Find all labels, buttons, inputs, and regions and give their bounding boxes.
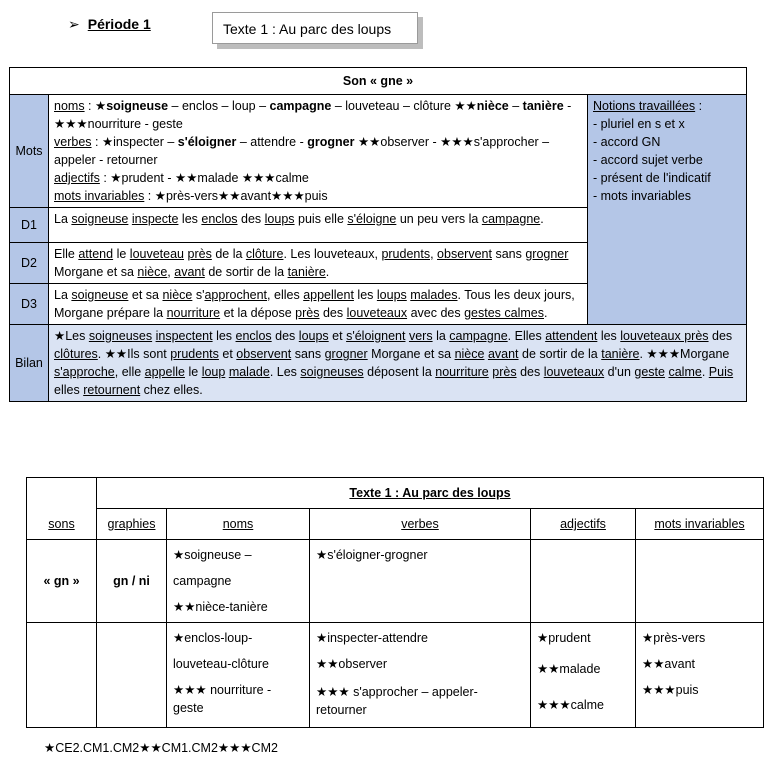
- bilan-word: louveteaux: [543, 365, 605, 379]
- bilan-word: campagne: [449, 329, 508, 343]
- bilan-word: et: [222, 347, 233, 361]
- bilan-word: Puis: [708, 365, 734, 379]
- notions-cell: Notions travaillées : - pluriel en s et x - accord GN - accord sujet verbe - présent de l'indicatif - mots invariables: [588, 95, 747, 325]
- row2-adjectifs: [531, 623, 636, 728]
- notion-item: - accord sujet verbe: [593, 153, 703, 167]
- list-item: ★★avant: [642, 657, 695, 671]
- d1-cell: La soigneuse inspecte les enclos des loups puis elle s'éloigne un peu vers la campagne.: [49, 208, 588, 243]
- header-noms: noms: [167, 509, 310, 540]
- list-item: louveteau-clôture: [173, 657, 269, 671]
- invariables-line: mots invariables : ★près-vers★★avant★★★puis: [54, 189, 328, 203]
- word: tanière: [522, 99, 564, 113]
- list-item: ★soigneuse –: [173, 548, 252, 562]
- bilan-word: ★Les: [54, 329, 86, 343]
- bilan-word: loups: [298, 329, 329, 343]
- bilan-word: s'approche: [54, 365, 115, 379]
- bilan-word: . ★★Ils sont: [97, 347, 167, 361]
- list-item: ★prudent: [537, 631, 591, 645]
- bilan-cell: [49, 325, 747, 402]
- list-item: ★enclos-loup-: [173, 631, 253, 645]
- header-graphies: graphies: [97, 509, 167, 540]
- row1-noms: [167, 540, 310, 623]
- son-gne-table: [9, 67, 747, 402]
- list-item: ★★malade: [537, 662, 601, 676]
- bilan-word: appelle: [144, 365, 185, 379]
- word: – louveteau – clôture ★★: [334, 99, 477, 113]
- notion-item: - mots invariables: [593, 189, 691, 203]
- bilan-word: loup: [201, 365, 226, 379]
- bilan-word: , elle: [114, 365, 142, 379]
- bilan-word: d'un: [607, 365, 631, 379]
- bilan-word: retournent: [83, 383, 141, 397]
- row1-adjectifs: [531, 540, 636, 623]
- notion-item: - présent de l'indicatif: [593, 171, 711, 185]
- noms-label: noms: [54, 99, 85, 113]
- bilan-word: nièce: [454, 347, 485, 361]
- word: - ★★★nourriture - geste: [54, 99, 572, 131]
- list-item: geste: [173, 701, 204, 715]
- bilan-word: observent: [236, 347, 292, 361]
- word: – attendre -: [239, 135, 304, 149]
- list-item: ★★★puis: [642, 683, 699, 697]
- row-label-d3: D3: [10, 284, 49, 325]
- texte-summary-table: [26, 477, 764, 728]
- bilan-word: soigneuses: [88, 329, 153, 343]
- list-item: ★★★calme: [537, 698, 604, 712]
- son-gn: « gn »: [27, 540, 97, 623]
- row1-verbes: [310, 540, 531, 623]
- list-item: ★★observer: [316, 657, 388, 671]
- bilan-word: tanière: [601, 347, 640, 361]
- d3-cell: La soigneuse et sa nièce s'approchent, elles appellent les loups malades. Tous les deux jours, Morgane prépare la nourriture et la dépose près des louveteaux avec des gestes calmes.: [49, 284, 588, 325]
- bilan-word: louveteaux près: [620, 329, 709, 343]
- word: campagne: [269, 99, 332, 113]
- bilan-word: . ★★★Morgane: [639, 347, 730, 361]
- bilan-word: des: [712, 329, 733, 343]
- row-label-d1: D1: [10, 208, 49, 243]
- bilan-word: s'éloignent: [346, 329, 406, 343]
- word: ★★★s'approcher – appeler - retourner: [54, 135, 550, 167]
- bilan-word: malade: [228, 365, 270, 379]
- row2-verbes: [310, 623, 531, 728]
- bilan-word: des: [520, 365, 541, 379]
- bilan-word: le: [188, 365, 199, 379]
- word: ★inspecter –: [101, 135, 175, 149]
- list-item: ★★nièce-tanière: [173, 600, 268, 614]
- notions-title: Notions travaillées: [593, 99, 696, 113]
- header-sons: sons: [27, 478, 97, 540]
- bilan-word: sans: [294, 347, 322, 361]
- word: – enclos – loup –: [171, 99, 267, 113]
- word: –: [512, 99, 520, 113]
- bilan-word: près: [492, 365, 517, 379]
- adjectifs-label: adjectifs: [54, 171, 100, 185]
- bilan-word: elles: [54, 383, 80, 397]
- bilan-word: . Les: [269, 365, 297, 379]
- bilan-word: avant: [487, 347, 519, 361]
- bilan-word: . Elles: [507, 329, 542, 343]
- list-item: ★★★ s'approcher – appeler-: [316, 685, 478, 699]
- list-item: ★près-vers: [642, 631, 706, 645]
- list-item: ★★★ nourriture -: [173, 683, 272, 697]
- bilan-word: et: [332, 329, 343, 343]
- word: s'éloigner: [177, 135, 237, 149]
- d2-cell: Elle attend le louveteau près de la clôture. Les louveteaux, prudents, observent sans grogner Morgane et sa nièce, avant de sortir de la tanière.: [49, 243, 588, 284]
- bilan-word: de sortir de la: [522, 347, 598, 361]
- bilan-word: les: [216, 329, 233, 343]
- bilan-word: la: [436, 329, 446, 343]
- row2-invariables: [636, 623, 764, 728]
- word: ★soigneuse: [95, 99, 169, 113]
- list-item: retourner: [316, 703, 367, 717]
- bilan-word: chez elles.: [143, 383, 203, 397]
- bilan-word: inspectent: [155, 329, 213, 343]
- adjectifs-list: ★prudent - ★★malade ★★★calme: [110, 171, 309, 185]
- bilan-word: clôtures: [54, 347, 98, 361]
- bilan-word: les: [600, 329, 617, 343]
- bilan-word: nourriture: [435, 365, 489, 379]
- row2-son: [27, 623, 97, 728]
- verbes-label: verbes: [54, 135, 92, 149]
- bilan-word: enclos: [235, 329, 272, 343]
- bilan-word: déposent la: [367, 365, 432, 379]
- header-invariables: mots invariables: [636, 509, 764, 540]
- row-label-bilan: Bilan: [10, 325, 49, 402]
- list-item: ★inspecter-attendre: [316, 631, 428, 645]
- periode-title: [68, 16, 151, 33]
- bilan-word: Morgane et sa: [371, 347, 452, 361]
- list-item: campagne: [173, 574, 232, 588]
- level-legend: ★CE2.CM1.CM2★★CM1.CM2★★★CM2: [44, 741, 278, 755]
- word: nièce: [476, 99, 509, 113]
- row2-graphie: [97, 623, 167, 728]
- texte-title-box: Texte 1 : Au parc des loups: [212, 12, 418, 44]
- word: grogner: [307, 135, 355, 149]
- header-verbes: verbes: [310, 509, 531, 540]
- invariables-label: mots invariables: [54, 189, 145, 203]
- verbes-line: verbes : ★inspecter – s'éloigner – attendre - grogner ★★observer - ★★★s'approcher – appeler - retourner: [54, 135, 550, 167]
- noms-line: noms : ★soigneuse – enclos – loup – campagne – louveteau – clôture ★★nièce – tanière - ★★★nourriture - geste: [54, 99, 572, 131]
- bilan-word: attendent: [545, 329, 598, 343]
- row-label-mots: Mots: [10, 95, 49, 208]
- arrow-bullet-icon: ➢: [68, 16, 80, 32]
- adjectifs-line: adjectifs : ★prudent - ★★malade ★★★calme: [54, 171, 309, 185]
- notion-item: - accord GN: [593, 135, 661, 149]
- graphie-gn: gn / ni: [97, 540, 167, 623]
- bilan-word: vers: [408, 329, 433, 343]
- bilan-word: .: [701, 365, 706, 379]
- header-adjectifs: adjectifs: [531, 509, 636, 540]
- list-item: ★s'éloigner-grogner: [316, 548, 428, 562]
- periode-label: Période 1: [87, 16, 151, 32]
- bilan-word: grogner: [324, 347, 368, 361]
- bilan-word: calme: [668, 365, 702, 379]
- bilan-word: soigneuses: [300, 365, 364, 379]
- bilan-word: geste: [634, 365, 665, 379]
- mots-cell: [49, 95, 588, 208]
- row1-invariables: [636, 540, 764, 623]
- invariables-list: ★près-vers★★avant★★★puis: [154, 189, 328, 203]
- row2-noms: [167, 623, 310, 728]
- row-label-d2: D2: [10, 243, 49, 284]
- bilan-word: prudents: [170, 347, 219, 361]
- summary-title: Texte 1 : Au parc des loups: [97, 478, 764, 509]
- bilan-word: des: [275, 329, 296, 343]
- notion-item: - pluriel en s et x: [593, 117, 685, 131]
- word: ★★observer -: [357, 135, 437, 149]
- son-title: Son « gne »: [10, 68, 747, 95]
